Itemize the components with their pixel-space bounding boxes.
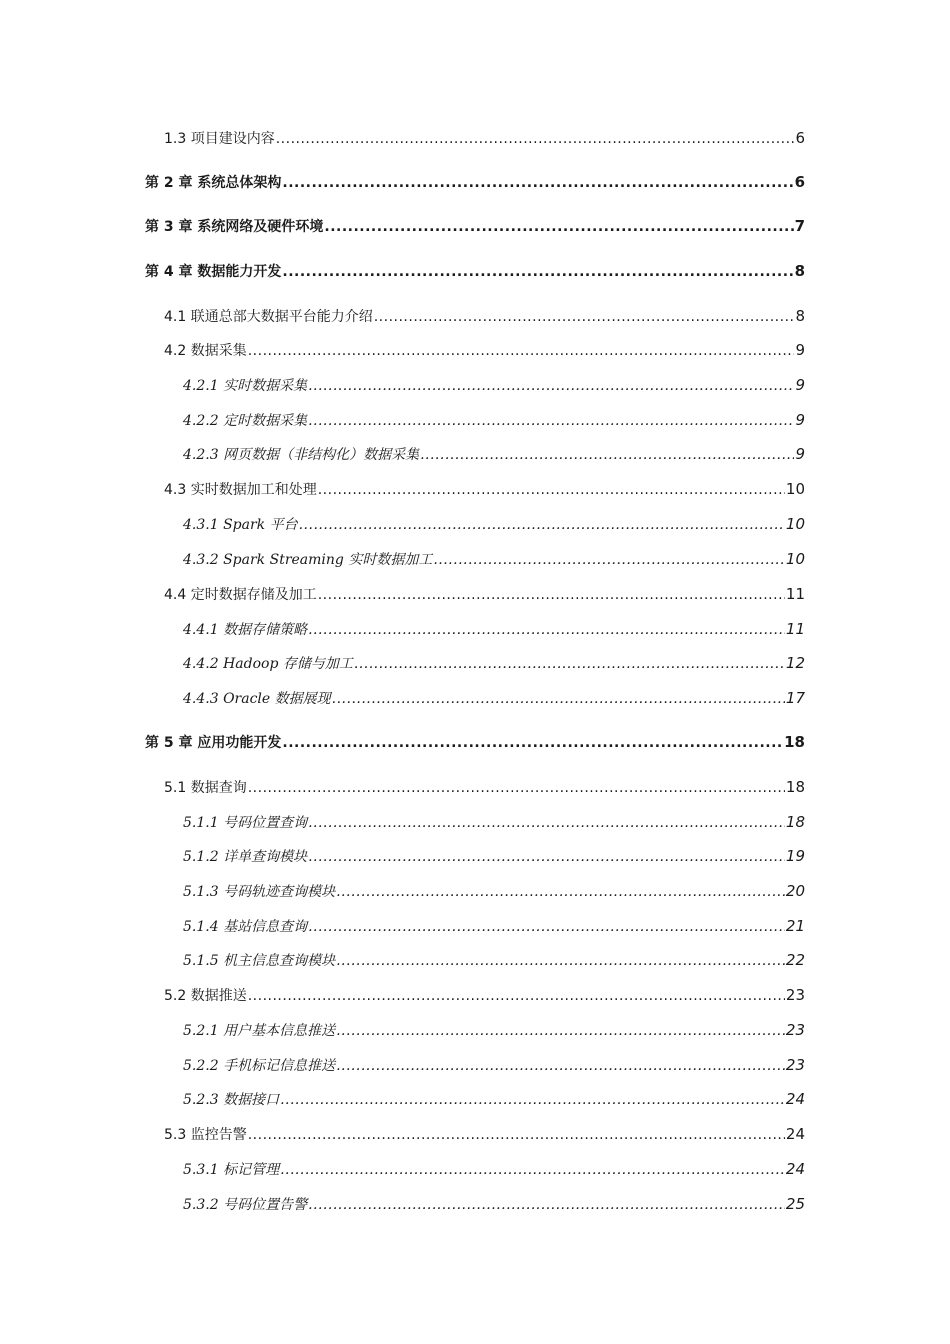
toc-entry-page: 24 [785, 1125, 805, 1143]
toc-entry-page: 6 [794, 173, 805, 191]
toc-entry-page: 9 [795, 445, 805, 463]
dot-leader [336, 1058, 785, 1074]
toc-entry-page: 23 [785, 986, 805, 1004]
dot-leader [308, 413, 794, 429]
toc-entry[interactable] [183, 1159, 805, 1179]
toc-entry-page: 18 [785, 813, 805, 831]
dot-leader [308, 815, 785, 831]
toc-entry-page: 6 [795, 129, 805, 147]
toc-entry-page: 18 [785, 778, 805, 796]
toc-entry[interactable] [145, 172, 805, 192]
toc-entry-title: 4.2.2 定时数据采集 [183, 413, 308, 429]
toc-entry-title: 5.1.2 详单查询模块 [183, 849, 308, 865]
toc-entry-title: 4.2.3 网页数据（非结构化）数据采集 [183, 447, 420, 463]
toc-entry-page: 9 [795, 411, 805, 429]
dot-leader [374, 309, 795, 325]
toc-entry[interactable] [183, 410, 805, 430]
toc-entry-title: 第 3 章 系统网络及硬件环境 [145, 219, 324, 235]
toc-entry-page: 11 [785, 620, 805, 638]
toc-entry[interactable] [164, 777, 805, 797]
toc-entry-page: 23 [785, 1056, 805, 1074]
toc-entry-title: 4.3 实时数据加工和处理 [164, 482, 317, 498]
toc-entry-page: 10 [785, 480, 805, 498]
toc-entry-title: 4.4.3 Oracle 数据展现 [183, 691, 331, 707]
toc-entry-title: 4.2.1 实时数据采集 [183, 378, 308, 394]
toc-entry-title: 5.1.4 基站信息查询 [183, 919, 308, 935]
toc-entry-page: 18 [784, 733, 805, 751]
toc-entry-title: 4.3.1 Spark 平台 [183, 517, 298, 533]
toc-entry-page: 21 [785, 917, 805, 935]
dot-leader [248, 988, 785, 1004]
toc-entry[interactable] [164, 306, 805, 326]
toc-entry-title: 5.2.1 用户基本信息推送 [183, 1023, 336, 1039]
dot-leader [248, 780, 785, 796]
toc-entry-page: 10 [785, 550, 805, 568]
dot-leader [299, 517, 785, 533]
toc-entry[interactable] [183, 444, 805, 464]
toc-entry-page: 23 [785, 1021, 805, 1039]
toc-entry-page: 19 [785, 847, 805, 865]
toc-entry-page: 8 [794, 262, 805, 280]
toc-entry[interactable] [183, 1020, 805, 1040]
toc-entry-page: 10 [785, 515, 805, 533]
toc-entry-title: 4.2 数据采集 [164, 343, 247, 359]
toc-entry-title: 5.3.2 号码位置告警 [183, 1197, 308, 1213]
toc-entry-title: 5.1.1 号码位置查询 [183, 815, 308, 831]
dot-leader [280, 1092, 785, 1108]
toc-entry-page: 20 [785, 882, 805, 900]
toc-entry-title: 1.3 项目建设内容 [164, 131, 275, 147]
toc-entry[interactable] [183, 916, 805, 936]
toc-entry[interactable] [183, 619, 805, 639]
toc-entry[interactable] [164, 340, 805, 360]
dot-leader [308, 378, 794, 394]
toc-entry-page: 17 [785, 689, 805, 707]
toc-entry[interactable] [183, 514, 805, 534]
toc-entry-page: 25 [785, 1195, 805, 1213]
dot-leader [282, 735, 783, 751]
toc-entry-page: 7 [794, 217, 805, 235]
dot-leader [308, 919, 785, 935]
toc-entry-title: 5.2.2 手机标记信息推送 [183, 1058, 336, 1074]
dot-leader [354, 656, 785, 672]
toc-entry[interactable] [183, 1055, 805, 1075]
toc-entry-title: 5.1.3 号码轨迹查询模块 [183, 884, 336, 900]
dot-leader [282, 264, 793, 280]
toc-entry-title: 5.3 监控告警 [164, 1127, 247, 1143]
toc-entry[interactable] [164, 985, 805, 1005]
dot-leader [336, 884, 785, 900]
toc-entry-title: 5.1 数据查询 [164, 780, 247, 796]
toc-entry[interactable] [164, 1124, 805, 1144]
toc-entry-title: 第 2 章 系统总体架构 [145, 175, 282, 191]
toc-entry-title: 4.4.1 数据存储策略 [183, 622, 308, 638]
dot-leader [276, 131, 795, 147]
toc-entry-page: 11 [785, 585, 805, 603]
toc-entry[interactable] [183, 375, 805, 395]
dot-leader [318, 587, 785, 603]
toc-entry-title: 5.2.3 数据接口 [183, 1092, 280, 1108]
toc-entry[interactable] [164, 128, 805, 148]
toc-entry[interactable] [164, 479, 805, 499]
dot-leader [248, 1127, 785, 1143]
toc-entry-title: 4.4 定时数据存储及加工 [164, 587, 317, 603]
dot-leader [318, 482, 785, 498]
toc-entry[interactable] [183, 846, 805, 866]
toc-entry-page: 12 [785, 654, 805, 672]
dot-leader [433, 552, 785, 568]
toc-entry[interactable] [183, 653, 805, 673]
toc-entry[interactable] [183, 950, 805, 970]
toc-entry[interactable] [145, 261, 805, 281]
toc-entry-title: 5.2 数据推送 [164, 988, 247, 1004]
toc-entry-page: 9 [795, 376, 805, 394]
toc-entry-title: 4.3.2 Spark Streaming 实时数据加工 [183, 552, 433, 568]
dot-leader [308, 622, 785, 638]
toc-entry[interactable] [164, 584, 805, 604]
toc-entry[interactable] [183, 549, 805, 569]
toc-entry-title: 5.3.1 标记管理 [183, 1162, 280, 1178]
toc-entry-page: 8 [795, 307, 805, 325]
dot-leader [420, 447, 794, 463]
dot-leader [332, 691, 785, 707]
toc-entry[interactable] [145, 216, 805, 236]
toc-entry-title: 4.1 联通总部大数据平台能力介绍 [164, 309, 373, 325]
toc-entry-title: 第 4 章 数据能力开发 [145, 264, 282, 280]
toc-entry[interactable] [145, 732, 805, 752]
dot-leader [324, 219, 793, 235]
toc-entry-page: 24 [785, 1090, 805, 1108]
dot-leader [308, 1197, 785, 1213]
toc-entry-page: 24 [785, 1160, 805, 1178]
dot-leader [282, 175, 793, 191]
toc-entry-page: 22 [785, 951, 805, 969]
toc-entry[interactable] [183, 812, 805, 832]
dot-leader [248, 343, 795, 359]
toc-entry-title: 5.1.5 机主信息查询模块 [183, 953, 336, 969]
toc-entry[interactable] [183, 688, 805, 708]
toc-entry[interactable] [183, 881, 805, 901]
dot-leader [280, 1162, 785, 1178]
dot-leader [308, 849, 785, 865]
toc-entry-title: 第 5 章 应用功能开发 [145, 735, 282, 751]
toc-entry-title: 4.4.2 Hadoop 存储与加工 [183, 656, 353, 672]
toc-entry-page: 9 [795, 341, 805, 359]
toc-entry[interactable] [183, 1089, 805, 1109]
dot-leader [336, 1023, 785, 1039]
dot-leader [336, 953, 785, 969]
toc-entry[interactable] [183, 1194, 805, 1214]
